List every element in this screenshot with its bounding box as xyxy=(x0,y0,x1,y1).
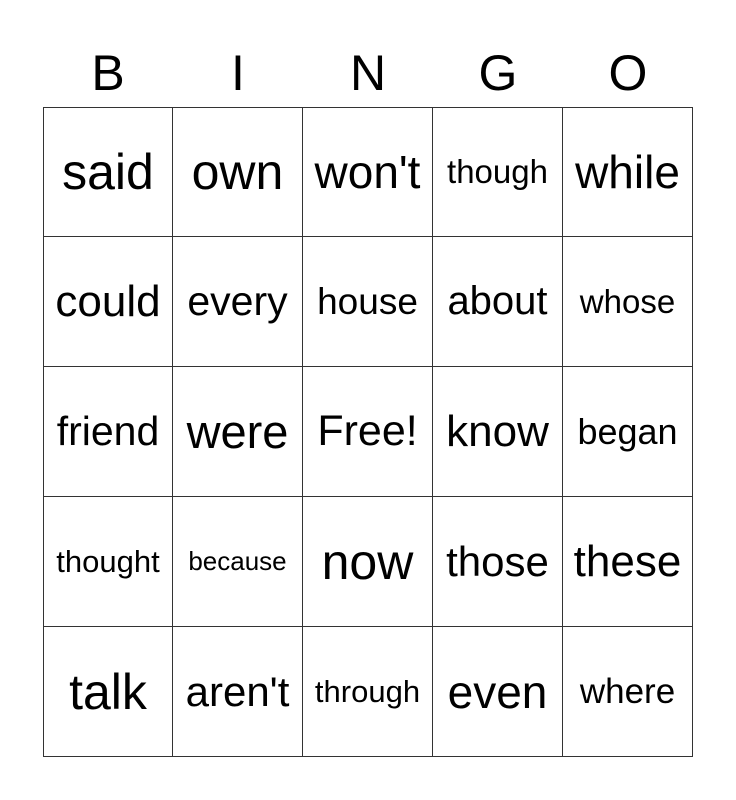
bingo-cell[interactable] xyxy=(173,367,303,497)
cell-word: said xyxy=(62,144,154,200)
cell-word: house xyxy=(317,280,418,322)
bingo-cell[interactable] xyxy=(173,497,303,627)
bingo-cell[interactable] xyxy=(433,627,563,757)
cell-word: aren't xyxy=(185,667,290,715)
bingo-cell[interactable] xyxy=(303,497,433,627)
cell-word: now xyxy=(321,533,414,590)
bingo-cell[interactable] xyxy=(43,107,173,237)
bingo-header xyxy=(43,40,693,106)
bingo-board xyxy=(43,107,693,757)
cell-word: began xyxy=(577,410,678,452)
cell-word: through xyxy=(314,673,421,709)
bingo-cell[interactable] xyxy=(173,107,303,237)
header-letter-o: O xyxy=(608,45,648,101)
cell-word: whose xyxy=(579,282,676,320)
cell-word: friend xyxy=(56,408,160,454)
bingo-cell[interactable] xyxy=(43,497,173,627)
cell-word: about xyxy=(447,279,548,323)
bingo-cell[interactable] xyxy=(303,237,433,367)
bingo-cell[interactable] xyxy=(433,107,563,237)
cell-word: know xyxy=(446,406,549,456)
bingo-cell[interactable] xyxy=(173,627,303,757)
bingo-cell[interactable] xyxy=(563,627,693,757)
bingo-cell[interactable] xyxy=(433,367,563,497)
cell-word: though xyxy=(447,153,548,190)
cell-word: were xyxy=(186,405,289,458)
bingo-cell[interactable] xyxy=(43,627,173,757)
bingo-cell[interactable] xyxy=(173,237,303,367)
bingo-cell[interactable] xyxy=(563,367,693,497)
bingo-cell[interactable] xyxy=(303,107,433,237)
bingo-cell[interactable] xyxy=(433,497,563,627)
cell-word: where xyxy=(579,671,676,711)
free-space-label: Free! xyxy=(317,407,418,455)
bingo-cell[interactable] xyxy=(43,367,173,497)
bingo-cell[interactable] xyxy=(303,627,433,757)
cell-word: because xyxy=(188,546,287,576)
cell-word: those xyxy=(446,537,549,585)
header-letter-n: N xyxy=(349,45,387,101)
cell-word: every xyxy=(187,278,288,324)
bingo-cell[interactable] xyxy=(563,237,693,367)
bingo-cell[interactable] xyxy=(433,237,563,367)
cell-word: thought xyxy=(56,543,160,579)
cell-word: these xyxy=(573,536,682,586)
cell-word: talk xyxy=(69,663,147,720)
cell-word: could xyxy=(55,276,161,326)
cell-word: own xyxy=(191,144,284,200)
header-letter-g: G xyxy=(478,45,518,101)
bingo-cell[interactable] xyxy=(43,237,173,367)
bingo-cell[interactable] xyxy=(563,497,693,627)
cell-word: while xyxy=(575,146,680,198)
free-space[interactable] xyxy=(303,367,433,497)
cell-word: won't xyxy=(314,146,421,198)
bingo-cell[interactable] xyxy=(563,107,693,237)
header-letter-i: I xyxy=(231,45,245,101)
cell-word: even xyxy=(447,665,548,718)
header-letter-b: B xyxy=(91,45,125,101)
